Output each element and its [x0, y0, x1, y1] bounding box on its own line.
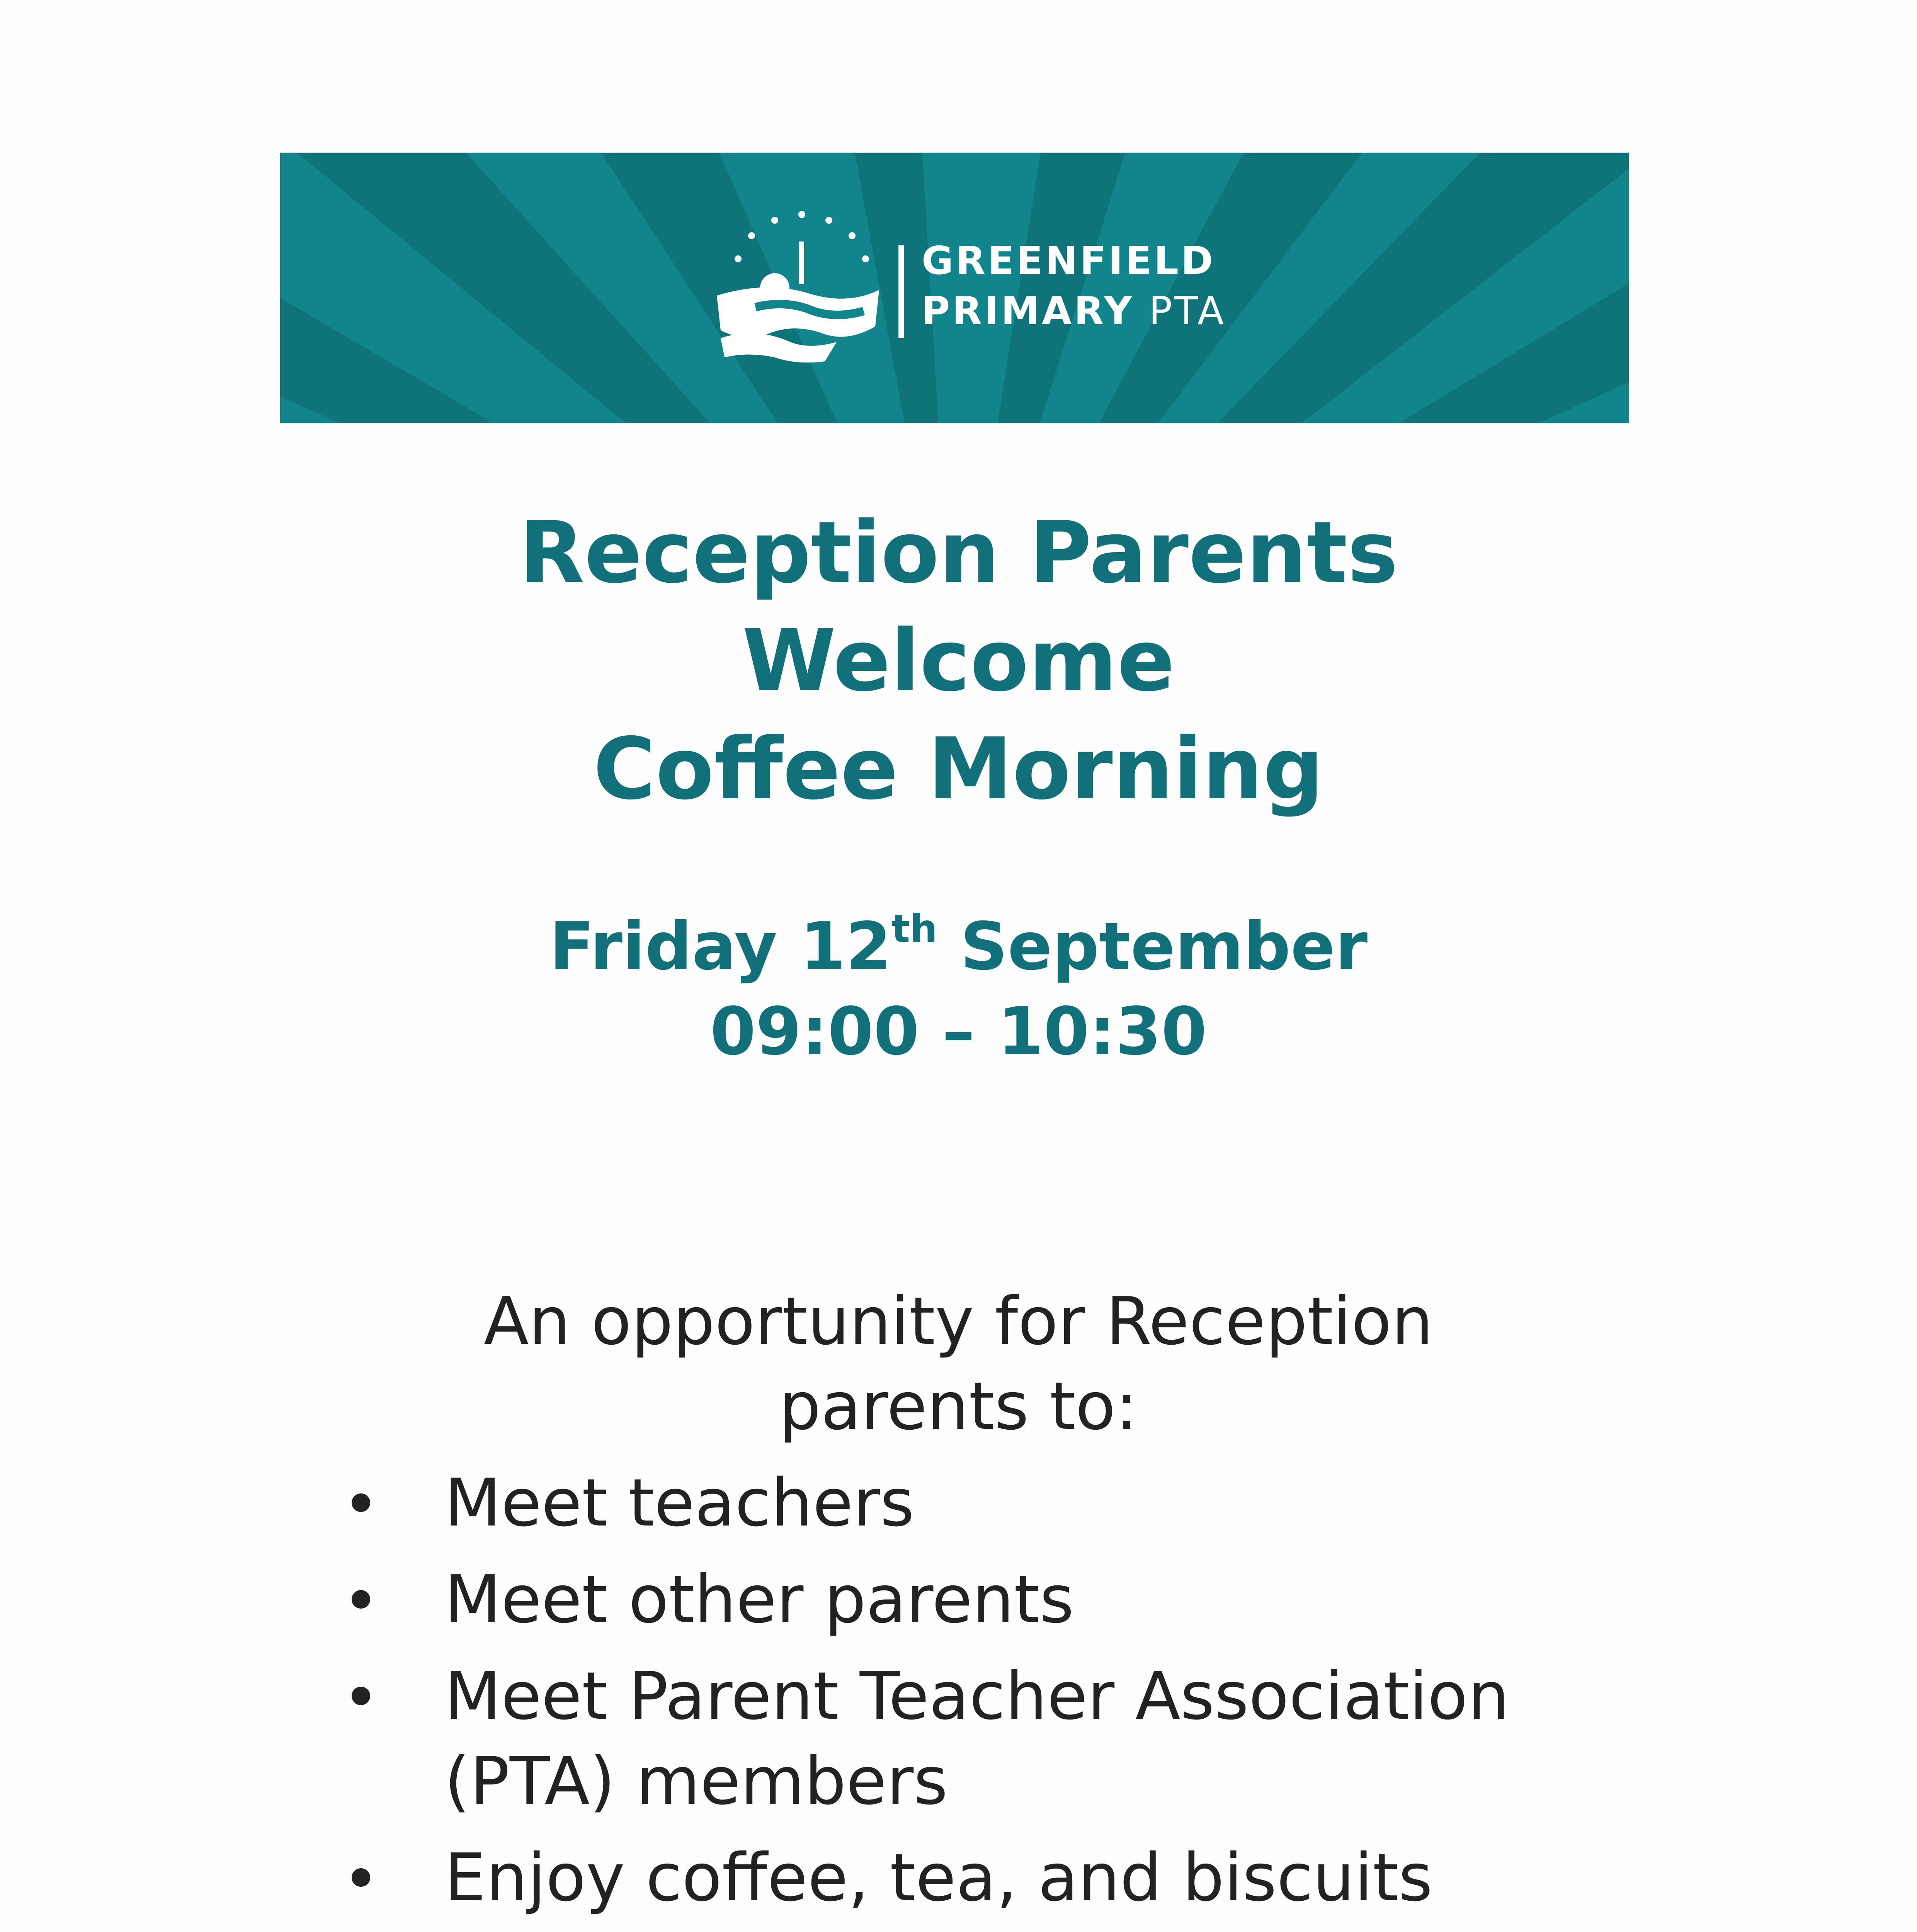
bullet-icon	[352, 1493, 370, 1512]
list-item	[340, 1461, 1654, 1546]
event-month: September	[960, 908, 1368, 985]
list-item-text: Meet Parent Teacher Association	[444, 1658, 1510, 1735]
title-line-1: Reception Parents	[519, 503, 1398, 602]
intro-text	[0, 1279, 1917, 1449]
event-time: 09:00 – 10:30	[710, 993, 1207, 1070]
org-name-primary: PRIMARY	[922, 288, 1135, 333]
org-name-line1: GREENFIELD	[922, 238, 1215, 283]
list-item	[340, 1557, 1654, 1642]
sunburst-background	[280, 153, 1629, 423]
list-item-text: Meet other parents	[444, 1561, 1074, 1638]
event-day-suffix: th	[891, 906, 937, 951]
list-item	[340, 1654, 1654, 1824]
event-day: Friday 12	[549, 908, 891, 985]
list-item	[340, 1835, 1654, 1920]
bullet-icon	[352, 1868, 370, 1887]
event-title	[0, 498, 1917, 823]
header-banner	[280, 153, 1629, 423]
intro-line-1: An opportunity for Reception	[484, 1283, 1433, 1360]
activity-list	[340, 1461, 1654, 1932]
logo-divider	[898, 245, 904, 338]
bullet-icon	[352, 1687, 370, 1705]
intro-line-2: parents to:	[779, 1368, 1138, 1445]
event-date	[0, 904, 1917, 989]
list-item-text: Meet teachers	[444, 1465, 915, 1541]
bullet-icon	[352, 1590, 370, 1609]
school-sunrise-logo-icon	[709, 203, 883, 369]
list-item-text-continued: (PTA) members	[444, 1743, 948, 1820]
list-item-text: Enjoy coffee, tea, and biscuits	[444, 1840, 1433, 1916]
org-name-pta: PTA	[1149, 288, 1226, 333]
title-line-3: Coffee Morning	[593, 719, 1324, 818]
title-line-2: Welcome	[742, 611, 1175, 710]
org-name-line2	[922, 288, 1226, 333]
event-datetime	[0, 904, 1917, 1074]
